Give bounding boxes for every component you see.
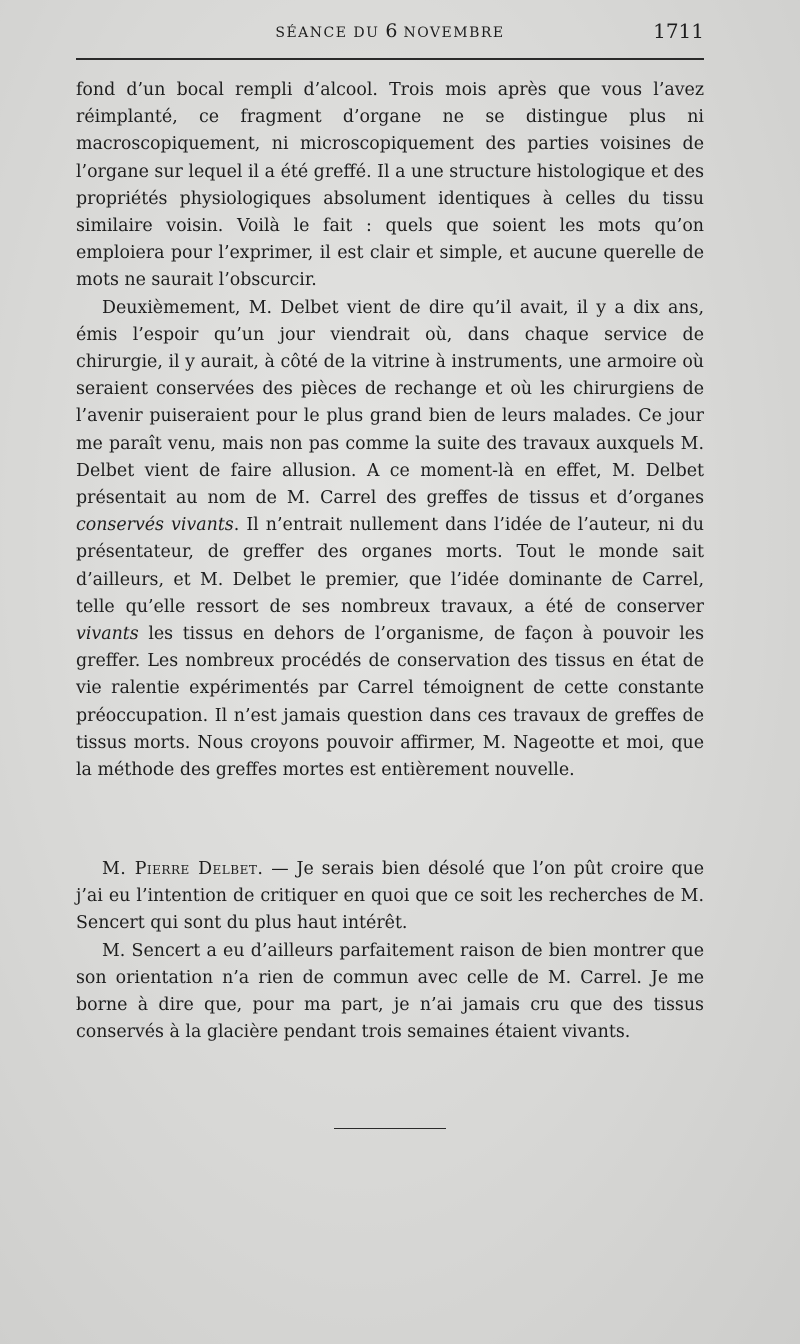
running-head-suffix: NOVEMBRE bbox=[403, 25, 505, 41]
section-end-rule bbox=[334, 1128, 446, 1129]
running-head-prefix: SÉANCE DU bbox=[275, 25, 380, 41]
italic-emphasis: vivants bbox=[76, 624, 139, 645]
main-text bbox=[76, 77, 704, 784]
italic-emphasis: conservés vivants bbox=[76, 515, 234, 536]
running-head-day: 6 bbox=[385, 20, 398, 42]
page-number: 1711 bbox=[653, 19, 704, 43]
paragraph-continued: fond d’un bocal rempli d’alcool. Trois mois après que vous l’avez réimplanté, ce fragment d’organe ne se distingue plus ni macroscopiquement, ni microscopiquement des parties voisines de l’organe sur lequel il a été greffé. Il a une structure histologique et des propriétés physiologiques absolument identiques à celles du tissu similaire voisin. Voilà le fait : quels que soient les mots qu’on emploiera pour l’exprimer, il est clair et simple, et aucune querelle de mots ne saurait l’obscurcir. bbox=[76, 80, 704, 291]
paragraph-deuxiemement bbox=[76, 295, 704, 785]
delbet-reply bbox=[76, 856, 704, 1046]
running-head bbox=[76, 20, 704, 44]
page-header bbox=[76, 20, 704, 44]
paragraph-sencert: M. Sencert a eu d’ailleurs parfaitement raison de bien montrer que son orientation n’a rien de commun avec celle de M. Carrel. Je me borne à dire que, pour ma part, je n’ai jamais cru que des tissus conservés à la glacière pendant trois semaines étaient vivants. bbox=[76, 940, 704, 1043]
paragraph-text: . Il n’entrait nullement dans l’idée de l’auteur, ni du présentateur, de greffer des organes morts. Tout le monde sait d’ailleurs, et M. Delbet le premier, que l’idée dominante de Carrel, telle qu’elle ressort de ses nombreux travaux, a été de conserver bbox=[76, 515, 704, 617]
speaker-name: M. Pierre Delbet. bbox=[102, 859, 264, 879]
paragraph-text: Deuxièmement, M. Delbet vient de dire qu’il avait, il y a dix ans, émis l’espoir qu’un jour viendrait où, dans chaque service de chirurgie, il y aurait, à côté de la vitrine à instruments, une armoire où seraient conservées des pièces de rechange et où les chirurgiens de l’avenir puiseraient pour le plus grand bien de leurs malades. Ce jour me paraît venu, mais non pas comme la suite des travaux auxquels M. Delbet vient de faire allusion. A ce moment-là en effet, M. Delbet présentait au nom de M. Carrel des greffes de tissus et d’organes bbox=[76, 297, 704, 509]
paragraph-text: — Je serais bien désolé que l’on pût croire que j’ai eu l’intention de critiquer en quoi que ce soit les recherches de M. Sencert qui sont du plus haut intérêt. bbox=[76, 859, 704, 934]
paragraph-text: les tissus en dehors de l’organisme, de façon à pouvoir les greffer. Les nombreux procédés de conservation des tissus en état de vie ralentie expérimentés par Carrel témoignent de cette constante préoccupation. Il n’est jamais question dans ces travaux de greffes de tissus morts. Nous croyons pouvoir affirmer, M. Nageotte et moi, que la méthode des greffes mortes est entièrement nouvelle. bbox=[76, 624, 704, 781]
header-rule bbox=[76, 58, 704, 60]
paragraph-delbet bbox=[76, 856, 704, 938]
